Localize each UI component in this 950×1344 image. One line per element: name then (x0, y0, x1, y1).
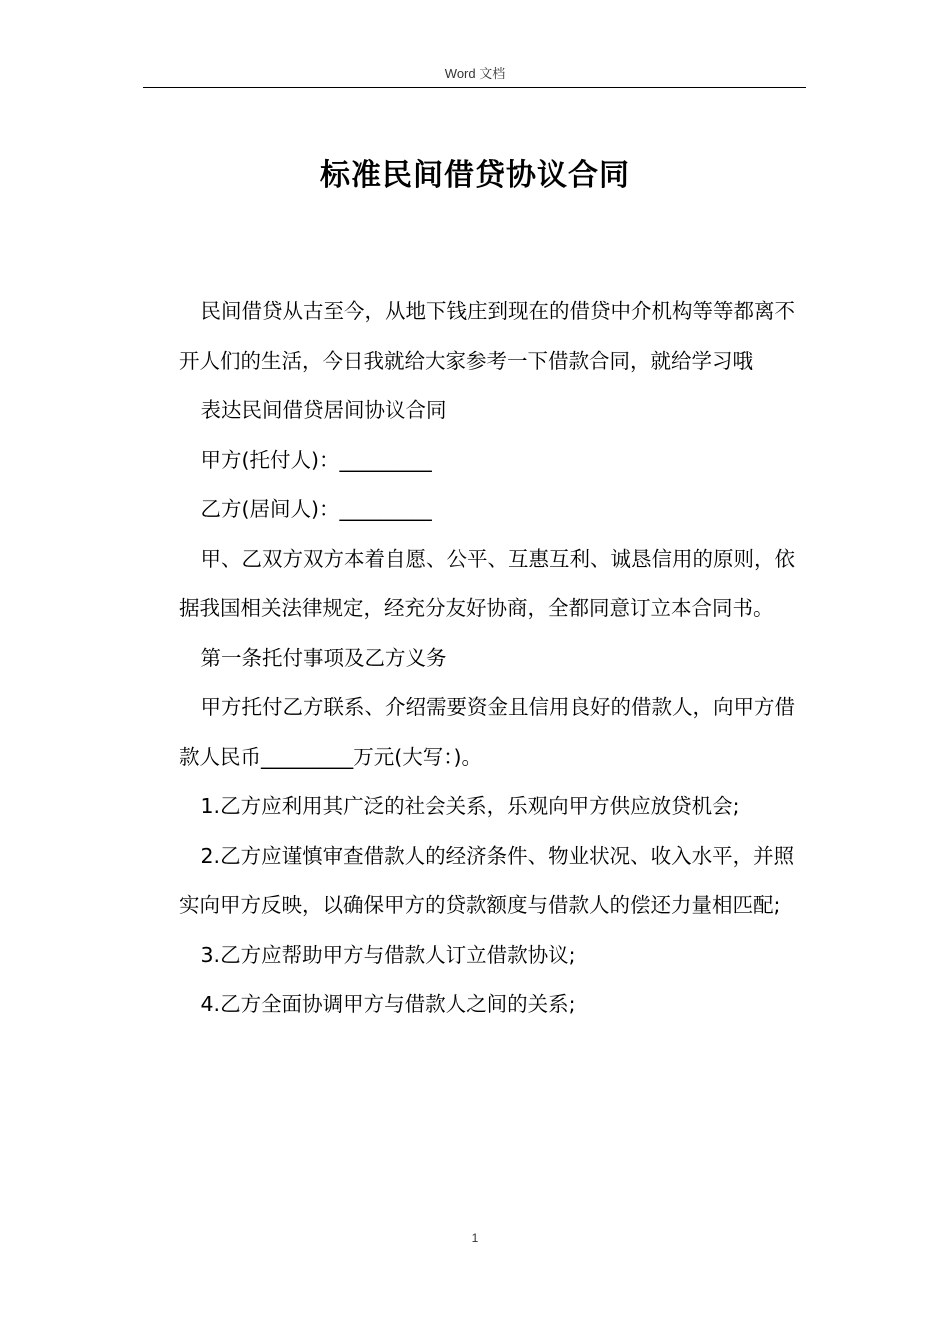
paragraph-clause-4: 4.乙方全面协调甲方与借款人之间的关系; (200, 992, 576, 1016)
page-number: 1 (471, 1231, 479, 1245)
paragraph-contract-name: 表达民间借贷居间协议合同 (200, 398, 447, 422)
header-divider (143, 87, 806, 88)
paragraph-article-1-heading: 第一条托付事项及乙方义务 (200, 645, 447, 670)
paragraph-clause-2: 2.乙方应谨慎审查借款人的经济条件、物业状况、收入水平，并照实向甲方反映，以确保甲方的贷款额度与借款人的偿还力量相匹配; (179, 843, 795, 917)
paragraph-intro: 民间借贷从古至今，从地下钱庄到现在的借贷中介机构等等都离不开人们的生活，今日我就给大家参考一下借款合同，就给学习哦 (179, 299, 796, 373)
document-body (179, 287, 809, 1030)
paragraph-article-1-body: 甲方托付乙方联系、介绍需要资金且信用良好的借款人，向甲方借款人民币_________万元(大写：)。 (179, 695, 796, 769)
paragraph-preamble: 甲、乙双方双方本着自愿、公平、互惠互利、诚恳信用的原则，依据我国相关法律规定，经充分友好协商，全都同意订立本合同书。 (179, 546, 796, 620)
page-header: Word 文档 (444, 66, 506, 81)
document-title: 标准民间借贷协议合同 (320, 158, 630, 193)
paragraph-clause-1: 1.乙方应利用其广泛的社会关系，乐观向甲方供应放贷机会; (200, 794, 740, 818)
paragraph-clause-3: 3.乙方应帮助甲方与借款人订立借款协议; (200, 942, 576, 967)
paragraph-party-a: 甲方(托付人)：_________ (200, 447, 432, 472)
paragraph-party-b: 乙方(居间人)：_________ (200, 497, 432, 521)
